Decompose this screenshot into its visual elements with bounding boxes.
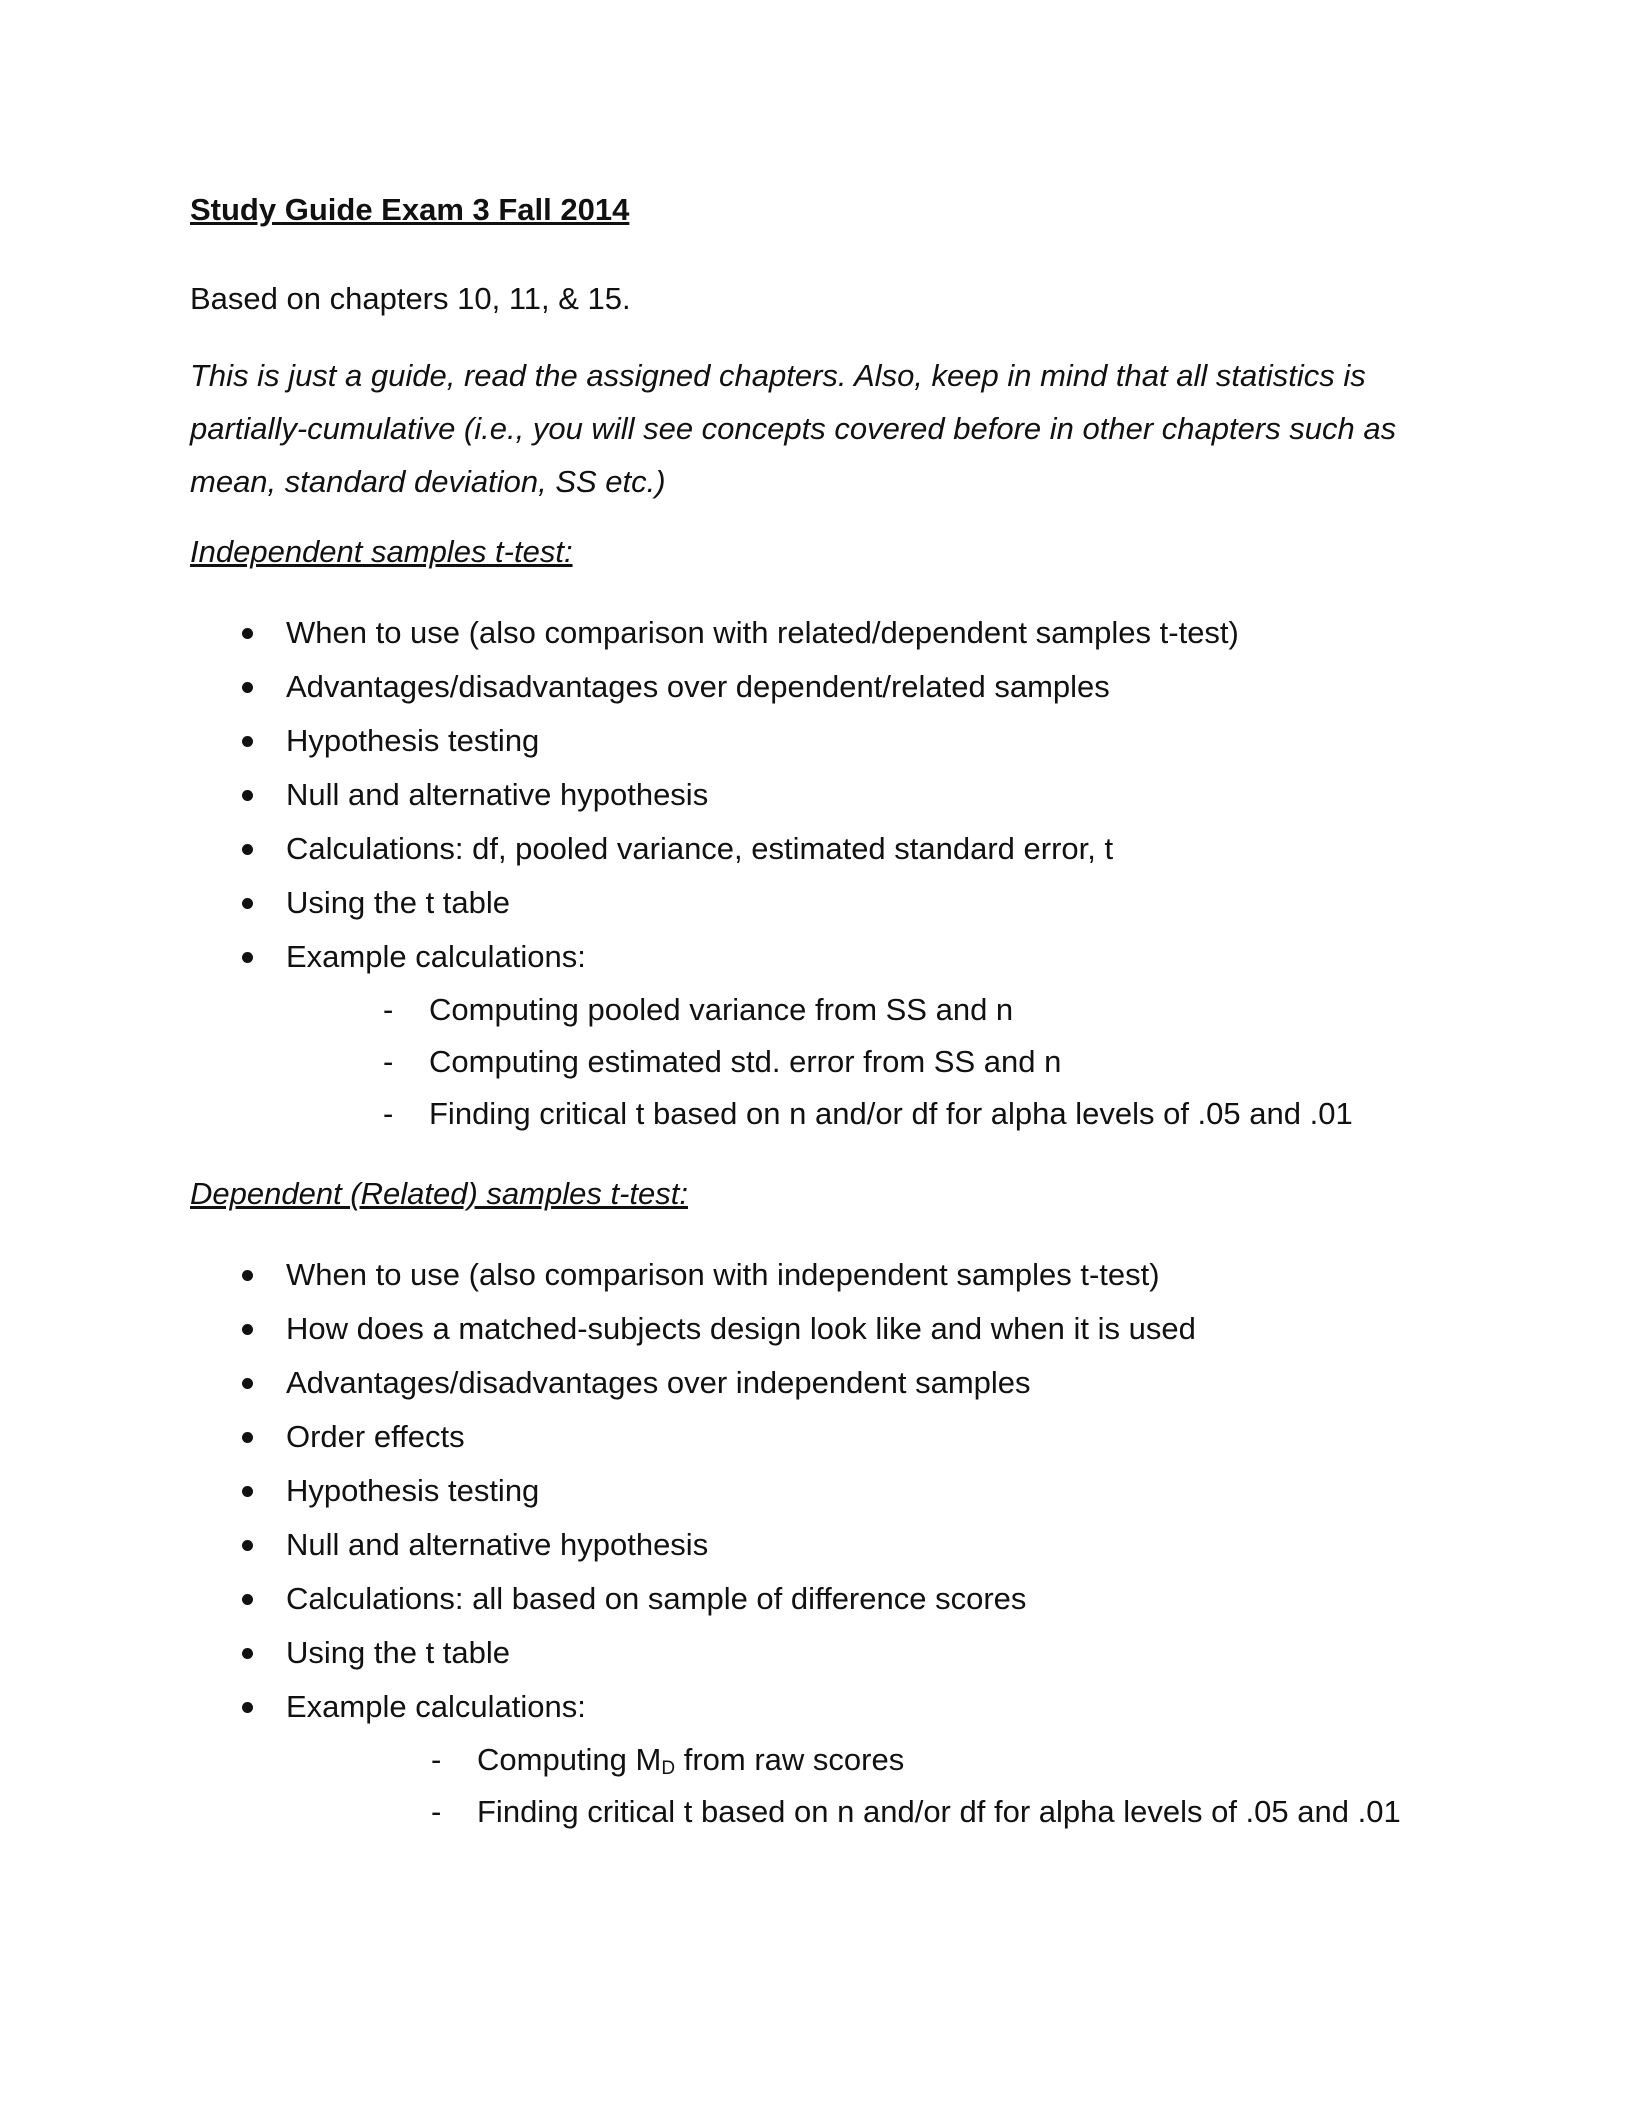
list-item <box>190 1410 1490 1464</box>
list-item-text: Null and alternative hypothesis <box>286 777 709 812</box>
dash-marker: - <box>383 1096 394 1131</box>
list-item <box>190 714 1490 768</box>
dependent-example-list <box>286 1734 1490 1838</box>
list-item <box>190 1626 1490 1680</box>
list-item-text: Calculations: df, pooled variance, estimated standard error, t <box>286 831 1114 866</box>
bullet-icon <box>242 1432 253 1443</box>
list-item-text: Using the t table <box>286 885 511 920</box>
list-item <box>190 1248 1490 1302</box>
dash-marker: - <box>383 1044 394 1079</box>
md-suffix-text: from raw scores <box>675 1742 905 1777</box>
list-item-text: Advantages/disadvantages over independent samples <box>286 1365 1031 1400</box>
sub-list-item <box>286 984 1490 1036</box>
list-item <box>190 822 1490 876</box>
section-heading-dependent: Dependent (Related) samples t-test: <box>190 1176 688 1211</box>
list-item-text: Null and alternative hypothesis <box>286 1527 709 1562</box>
bullet-icon <box>242 736 253 747</box>
list-item <box>190 930 1490 1140</box>
list-item <box>190 1572 1490 1626</box>
bullet-icon <box>242 1594 253 1605</box>
list-item-text: When to use (also comparison with independent samples t-test) <box>286 1257 1160 1292</box>
intro-text: Based on chapters 10, 11, & 15. <box>190 281 631 316</box>
md-prefix-text: Computing M <box>477 1742 662 1777</box>
document-title: Study Guide Exam 3 Fall 2014 <box>190 192 630 227</box>
independent-example-list <box>286 984 1490 1140</box>
list-item-text: Advantages/disadvantages over dependent/related samples <box>286 669 1110 704</box>
document-body <box>190 190 1490 1872</box>
list-item-text: Hypothesis testing <box>286 723 540 758</box>
bullet-icon <box>242 1486 253 1497</box>
list-item-text: Calculations: all based on sample of difference scores <box>286 1581 1027 1616</box>
sub-list-item-text: Finding critical t based on n and/or df for alpha levels of .05 and .01 <box>477 1794 1401 1829</box>
list-item <box>190 1356 1490 1410</box>
list-item <box>190 1464 1490 1518</box>
sub-list-item-text: Computing estimated std. error from SS and n <box>429 1044 1062 1079</box>
list-item <box>190 1680 1490 1838</box>
bullet-icon <box>242 1540 253 1551</box>
list-item-text: Order effects <box>286 1419 465 1454</box>
list-item-text: Example calculations: <box>286 1689 586 1724</box>
dependent-topics-list <box>190 1248 1490 1838</box>
sub-list-item-text <box>477 1742 904 1777</box>
bullet-icon <box>242 1324 253 1335</box>
list-item-text: Using the t table <box>286 1635 511 1670</box>
bullet-icon <box>242 628 253 639</box>
bullet-icon <box>242 682 253 693</box>
bullet-icon <box>242 790 253 801</box>
sub-list-item <box>286 1786 1490 1838</box>
list-item-text: How does a matched-subjects design look like and when it is used <box>286 1311 1196 1346</box>
bullet-icon <box>242 1702 253 1713</box>
sub-list-item <box>286 1088 1490 1140</box>
list-item <box>190 606 1490 660</box>
bullet-icon <box>242 1378 253 1389</box>
list-item-text: Hypothesis testing <box>286 1473 540 1508</box>
list-item <box>190 1302 1490 1356</box>
list-item <box>190 876 1490 930</box>
dash-marker: - <box>431 1742 442 1777</box>
md-subscript: D <box>661 1758 676 1779</box>
bullet-icon <box>242 1270 253 1281</box>
list-item <box>190 768 1490 822</box>
sub-list-item-text: Computing pooled variance from SS and n <box>429 992 1014 1027</box>
bullet-icon <box>242 952 253 963</box>
independent-topics-list <box>190 606 1490 1140</box>
list-item-text: Example calculations: <box>286 939 586 974</box>
sub-list-item <box>286 1036 1490 1088</box>
section-heading-independent: Independent samples t-test: <box>190 534 573 569</box>
bullet-icon <box>242 1648 253 1659</box>
dash-marker: - <box>383 992 394 1027</box>
sub-list-item-text: Finding critical t based on n and/or df for alpha levels of .05 and .01 <box>429 1096 1353 1131</box>
list-item <box>190 660 1490 714</box>
list-item-text: When to use (also comparison with related/dependent samples t-test) <box>286 615 1239 650</box>
bullet-icon <box>242 844 253 855</box>
bullet-icon <box>242 898 253 909</box>
sub-list-item <box>286 1734 1490 1786</box>
guide-note: This is just a guide, read the assigned chapters. Also, keep in mind that all statistics is partially-cumulative (i.e., you will see concepts covered before in other chapters such as mean, standard deviation, SS etc.) <box>190 358 1397 499</box>
dash-marker: - <box>431 1794 442 1829</box>
list-item <box>190 1518 1490 1572</box>
